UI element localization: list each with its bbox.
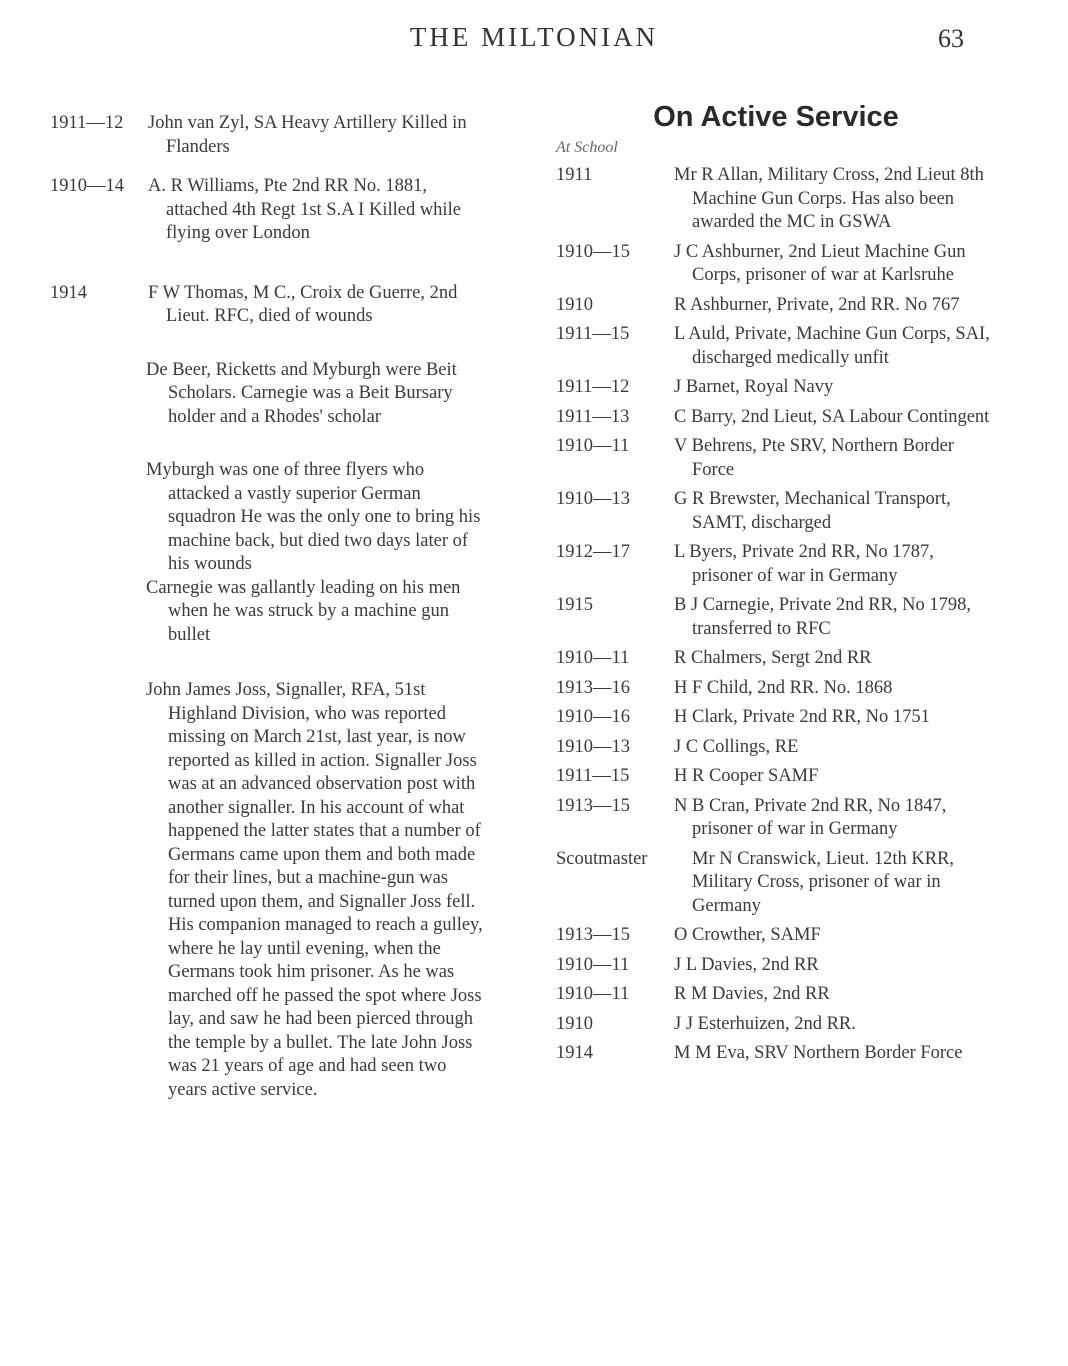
- entry-year: 1914: [556, 1043, 593, 1063]
- entry-text: N B Cran, Private 2nd RR, No 1847, prisoner of war in Germany: [674, 795, 947, 839]
- entry-text: H F Child, 2nd RR. No. 1868: [674, 677, 893, 698]
- entry-text: J J Esterhuizen, 2nd RR.: [674, 1013, 856, 1034]
- service-entry: [556, 323, 996, 370]
- service-entry: [556, 848, 996, 919]
- entry-text: M M Eva, SRV Northern Border Force: [674, 1043, 963, 1063]
- entry-text: R Ashburner, Private, 2nd RR. No 767: [674, 294, 960, 315]
- service-entry: [556, 706, 996, 730]
- entry-text: A. R Williams, Pte 2nd RR No. 1881, attached 4th Regt 1st S.A I Killed while flying over London: [148, 176, 461, 243]
- entry-year: 1911—12: [556, 377, 630, 397]
- entry-year: 1910—13: [556, 736, 630, 757]
- entry-text: H R Cooper SAMF: [674, 766, 819, 786]
- service-entry: [556, 983, 996, 1007]
- service-entry: [556, 241, 996, 288]
- entry-text: R M Davies, 2nd RR: [674, 984, 830, 1004]
- entry-text: Mr R Allan, Military Cross, 2nd Lieut 8th Machine Gun Corps. Has also been awarded the MC in GSWA: [674, 165, 984, 232]
- entry-text: F W Thomas, M C., Croix de Guerre, 2nd Lieut. RFC, died of wounds: [148, 282, 458, 326]
- entry-year: 1910—11: [556, 954, 630, 975]
- entry-year: 1910—11: [556, 648, 630, 668]
- entry-year: 1910—13: [556, 489, 630, 509]
- entry-year: 1910—11: [556, 984, 630, 1004]
- page-title: THE MILTONIAN: [409, 22, 659, 52]
- service-entry: [556, 954, 996, 978]
- right-column: [556, 100, 996, 1066]
- entry-text: V Behrens, Pte SRV, Northern Border Force: [674, 436, 954, 480]
- entry-year: 1911—13: [556, 406, 630, 427]
- casualty-entry: [50, 175, 490, 246]
- entry-year: 1911—15: [556, 766, 630, 786]
- casualty-entry: [50, 112, 490, 159]
- entry-year: 1913—16: [556, 677, 630, 698]
- entry-year: 1910—11: [556, 436, 630, 456]
- page-header: [0, 22, 1068, 54]
- entry-text: J Barnet, Royal Navy: [674, 377, 834, 397]
- note-paragraph: De Beer, Ricketts and Myburgh were Beit Scholars. Carnegie was a Beit Bursary holder and a Rhodes' scholar: [146, 359, 457, 427]
- page-number: 63: [938, 24, 964, 53]
- entry-year: 1911—15: [556, 324, 630, 344]
- service-entry: [556, 594, 996, 641]
- section-subheading: At School: [556, 139, 618, 156]
- entry-year: 1910: [556, 1013, 593, 1034]
- service-entry: [556, 795, 996, 842]
- service-entry: [556, 1013, 996, 1037]
- entry-text: C Barry, 2nd Lieut, SA Labour Contingent: [674, 406, 990, 427]
- entry-year: 1913—15: [556, 795, 630, 816]
- entry-text: J C Ashburner, 2nd Lieut Machine Gun Corps, prisoner of war at Karlsruhe: [674, 241, 966, 285]
- service-entry: [556, 924, 996, 948]
- section-heading: On Active Service: [653, 101, 899, 133]
- entry-text: R Chalmers, Sergt 2nd RR: [674, 648, 872, 668]
- entry-text: H Clark, Private 2nd RR, No 1751: [674, 707, 930, 727]
- entry-year: Scoutmaster: [556, 848, 648, 869]
- service-list: [556, 164, 996, 1066]
- service-entry: [556, 541, 996, 588]
- entry-text: L Byers, Private 2nd RR, No 1787, prisoner of war in Germany: [674, 542, 934, 586]
- note-paragraph: John James Joss, Signaller, RFA, 51st Highland Division, who was reported missing on March 21st, last year, is now reported as killed in action. Signaller Joss was at an advanced observation post with another signaller. In his account of what happened the latter states that a number of Germans came upon them and both made for their lines, but a machine-gun was turned upon them, and Signaller Joss fell. His companion managed to reach a gulley, where he lay until evening, when the Germans took him prisoner. As he was marched off he passed the spot where Joss lay, and saw he had been pierced through the temple by a bullet. The late John Joss was 21 years of age and had seen two years active service.: [146, 680, 483, 1100]
- entry-text: G R Brewster, Mechanical Transport, SAMT, discharged: [674, 489, 951, 533]
- entry-year: 1910—14: [50, 176, 124, 196]
- entry-year: 1910—15: [556, 241, 630, 262]
- service-entry: [556, 406, 996, 430]
- entry-text: O Crowther, SAMF: [674, 925, 821, 945]
- note-paragraph: Myburgh was one of three flyers who attacked a vastly superior German squadron He was the only one to bring his machine back, but died two days later of his wounds: [146, 460, 481, 574]
- entry-year: 1910: [556, 294, 593, 315]
- entry-text: J C Collings, RE: [674, 736, 799, 757]
- note-paragraph: Carnegie was gallantly leading on his men when he was struck by a machine gun bullet: [146, 577, 461, 645]
- entry-year: 1913—15: [556, 925, 630, 945]
- service-entry: [556, 677, 996, 701]
- entry-year: 1914: [50, 282, 87, 303]
- service-entry: [556, 1042, 996, 1066]
- casualty-entry: [50, 282, 490, 329]
- service-entry: [556, 765, 996, 789]
- entry-text: B J Carnegie, Private 2nd RR, No 1798, transferred to RFC: [674, 595, 972, 639]
- service-entry: [556, 736, 996, 760]
- entry-text: Mr N Cranswick, Lieut. 12th KRR, Military Cross, prisoner of war in Germany: [692, 848, 955, 916]
- service-entry: [556, 647, 996, 671]
- entry-year: 1911: [556, 165, 593, 185]
- entry-year: 1910—16: [556, 707, 630, 727]
- service-entry: [556, 488, 996, 535]
- service-entry: [556, 294, 996, 318]
- service-entry: [556, 435, 996, 482]
- entry-text: J L Davies, 2nd RR: [674, 954, 819, 975]
- service-entry: [556, 376, 996, 400]
- entry-text: John van Zyl, SA Heavy Artillery Killed in Flanders: [148, 113, 467, 157]
- entry-text: L Auld, Private, Machine Gun Corps, SAI, discharged medically unfit: [674, 324, 990, 368]
- left-column: [50, 112, 490, 1102]
- entry-year: 1911—12: [50, 113, 124, 133]
- entry-year: 1912—17: [556, 542, 630, 562]
- entry-year: 1915: [556, 595, 593, 615]
- service-entry: [556, 164, 996, 235]
